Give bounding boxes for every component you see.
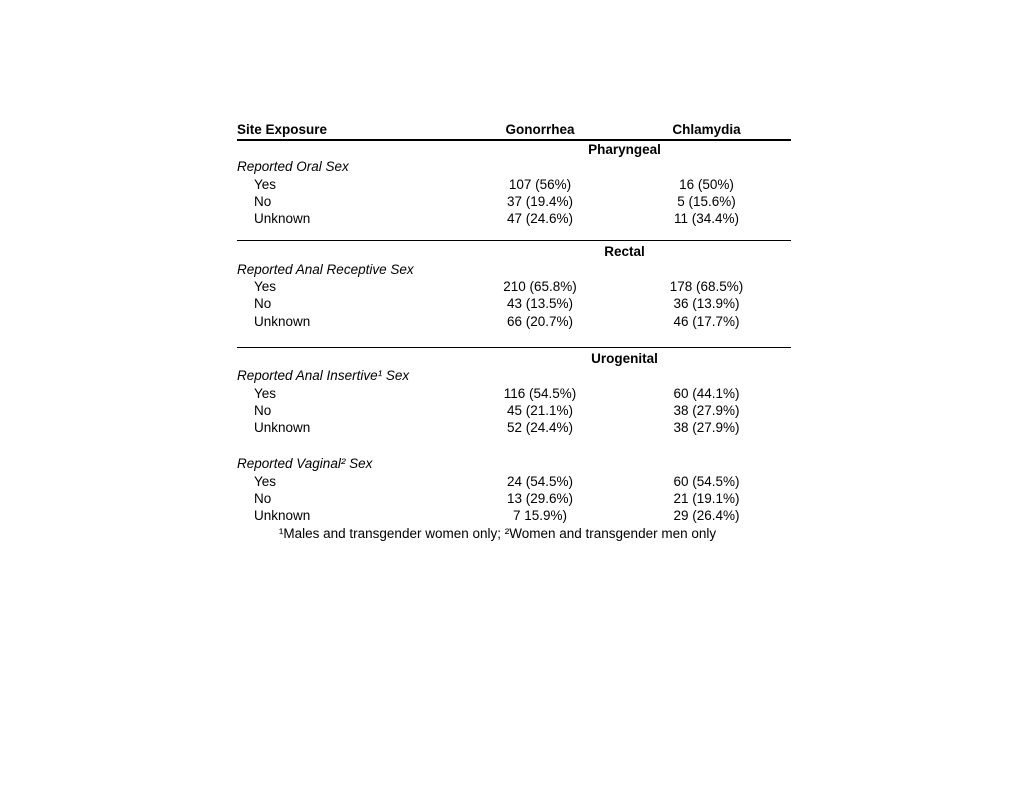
chlamydia-value: 11 (34.4%) (673, 211, 740, 227)
group-label: Reported Anal Receptive Sex (237, 261, 414, 277)
table-row (237, 313, 791, 330)
section-header-urogenital (237, 347, 791, 367)
table-row (237, 278, 791, 295)
column-header-gonorrhea: Gonorrhea (505, 122, 575, 137)
row-label: No (254, 193, 272, 209)
gonorrhea-value: 45 (21.1%) (506, 402, 574, 418)
chlamydia-value: 21 (19.1%) (673, 491, 740, 507)
row-label: Unknown (254, 211, 311, 227)
chlamydia-value: 29 (26.4%) (673, 508, 740, 524)
table-row (237, 385, 791, 402)
row-label: Yes (254, 385, 277, 401)
table-row (237, 193, 791, 210)
table-row (237, 402, 791, 419)
group-label: Reported Anal Insertive¹ Sex (237, 368, 410, 384)
gonorrhea-value: 116 (54.5%) (503, 385, 577, 401)
row-label: Yes (254, 473, 277, 489)
row-label: No (254, 402, 272, 418)
row-label: No (254, 296, 272, 312)
gonorrhea-value: 52 (24.4%) (506, 420, 574, 436)
gonorrhea-value: 47 (24.6%) (506, 211, 574, 227)
gonorrhea-value: 37 (19.4%) (506, 193, 574, 209)
row-label: Unknown (254, 508, 311, 524)
table-row (237, 176, 791, 193)
chlamydia-value: 5 (15.6%) (677, 193, 736, 209)
spacer (237, 330, 791, 347)
group-label: Reported Oral Sex (237, 159, 349, 175)
table-row (237, 295, 791, 312)
gonorrhea-value: 13 (29.6%) (506, 491, 574, 507)
table-row (237, 210, 791, 227)
column-header-chlamydia: Chlamydia (672, 122, 741, 137)
group-name-row (237, 455, 791, 472)
chlamydia-value: 178 (68.5%) (669, 279, 744, 295)
section-header-pharyngeal (237, 141, 791, 158)
table-row (237, 507, 791, 524)
gonorrhea-value: 66 (20.7%) (506, 313, 574, 329)
section-header-rectal (237, 240, 791, 260)
row-label: Unknown (254, 420, 311, 436)
group-name-row (237, 367, 791, 384)
group-name-row (237, 158, 791, 175)
chlamydia-value: 38 (27.9%) (673, 420, 740, 436)
row-label: Yes (254, 279, 277, 295)
chlamydia-value: 60 (44.1%) (673, 385, 740, 401)
chlamydia-value: 46 (17.7%) (673, 313, 740, 329)
gonorrhea-value: 7 15.9%) (512, 508, 568, 524)
row-label: Unknown (254, 313, 311, 329)
chlamydia-value: 60 (54.5%) (673, 473, 740, 489)
section-label: Urogenital (591, 350, 658, 366)
table-footnote: ¹Males and transgender women only; ²Women and transgender men only (278, 525, 717, 541)
table-header-row (237, 122, 791, 141)
chlamydia-value: 38 (27.9%) (673, 402, 740, 418)
gonorrhea-value: 107 (56%) (508, 176, 572, 192)
footnote-row (237, 525, 791, 542)
row-label: Yes (254, 176, 277, 192)
chlamydia-value: 36 (13.9%) (673, 296, 740, 312)
chlamydia-value: 16 (50%) (679, 176, 734, 192)
gonorrhea-value: 43 (13.5%) (506, 296, 574, 312)
gonorrhea-value: 24 (54.5%) (506, 473, 574, 489)
table-row (237, 419, 791, 436)
section-label: Pharyngeal (588, 142, 661, 157)
table-row (237, 490, 791, 507)
column-header-site-exposure: Site Exposure (237, 122, 328, 137)
section-label: Rectal (604, 244, 645, 260)
spacer (237, 227, 791, 240)
group-label: Reported Vaginal² Sex (237, 456, 373, 472)
row-label: No (254, 491, 272, 507)
spacer (237, 436, 791, 455)
table-row (237, 473, 791, 490)
site-exposure-table (237, 122, 791, 542)
group-name-row (237, 261, 791, 278)
gonorrhea-value: 210 (65.8%) (503, 279, 577, 295)
